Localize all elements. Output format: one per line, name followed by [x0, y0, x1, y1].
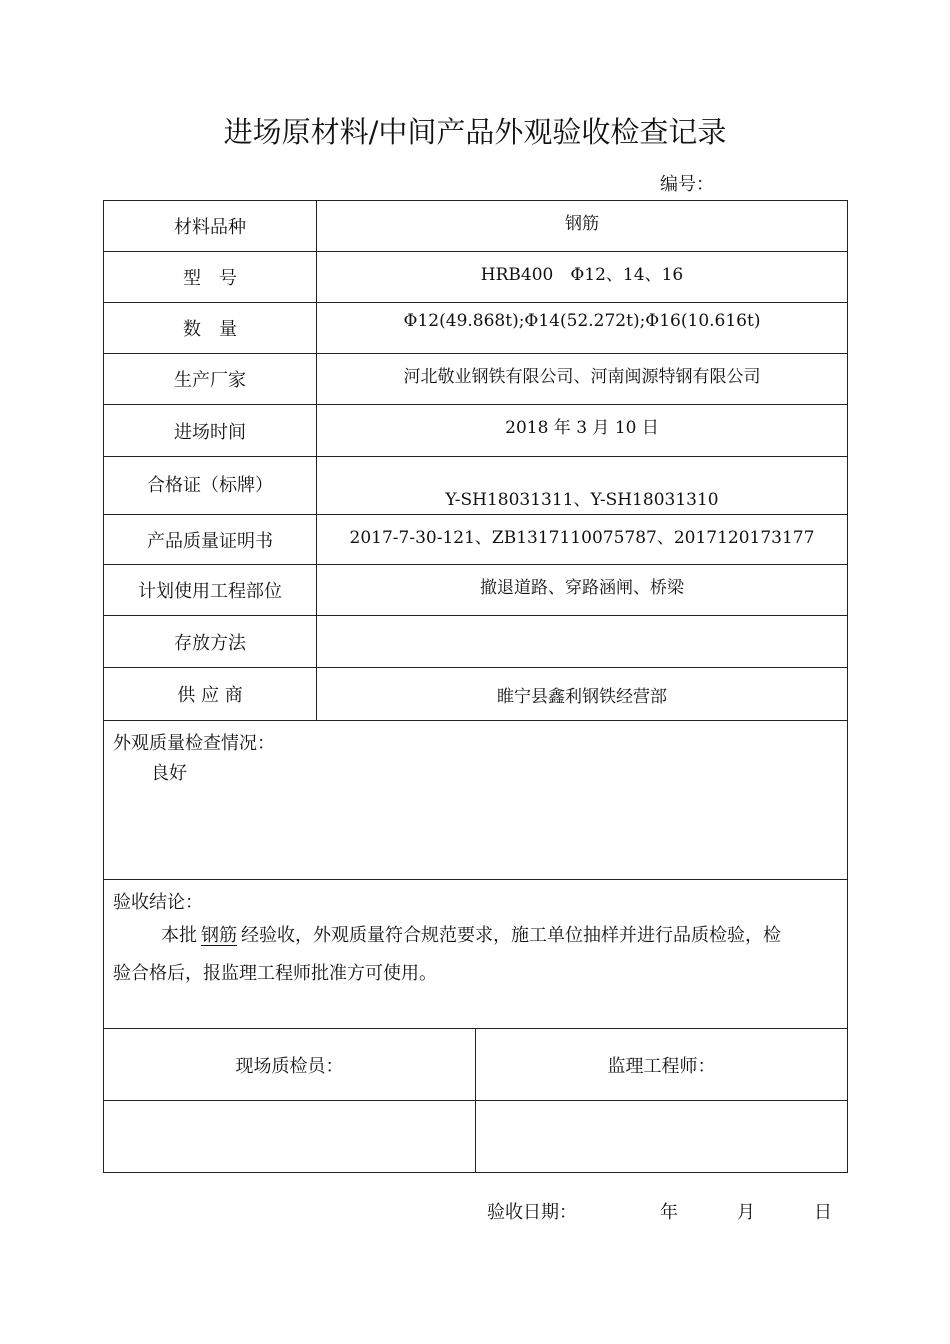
- row-value: Φ12(49.868t);Φ14(52.272t);Φ16(10.616t): [403, 311, 761, 331]
- serial-number-label: 编号：: [660, 174, 714, 195]
- row-quality-certificate: [104, 515, 847, 565]
- supervisor-signature-field[interactable]: [476, 1101, 847, 1173]
- row-value: HRB400 Φ12、14、16: [480, 265, 684, 285]
- row-value: 2018 年 3 月 10 日: [505, 418, 659, 438]
- row-label: 数 量: [104, 303, 317, 353]
- row-quantity: [104, 303, 847, 354]
- signature-label-row: [104, 1029, 847, 1101]
- conclusion-label: 验收结论：: [113, 892, 203, 913]
- conclusion-rest: 经验收，外观质量符合规范要求，施工单位抽样并进行品质检验，检: [241, 925, 781, 946]
- date-month-label: 月: [737, 1202, 755, 1223]
- inspector-label: 现场质检员：: [104, 1029, 476, 1100]
- row-value: 2017-7-30-121、ZB1317110075787、2017120173177: [349, 528, 815, 548]
- signature-field-row: [104, 1101, 847, 1173]
- row-label: 进场时间: [104, 405, 317, 456]
- row-value: 河北敬业钢铁有限公司、河南闽源特钢有限公司: [403, 367, 761, 387]
- conclusion-material: 钢筋: [201, 925, 237, 946]
- date-year-label: 年: [660, 1202, 678, 1223]
- appearance-label: 外观质量检查情况：: [113, 733, 275, 754]
- row-storage-method: [104, 616, 847, 668]
- conclusion-text-line1: [113, 922, 840, 950]
- row-usage-location: [104, 565, 847, 616]
- inspector-signature-field[interactable]: [104, 1101, 476, 1173]
- conclusion-prefix: 本批: [161, 925, 197, 946]
- date-day-label: 日: [814, 1202, 832, 1223]
- supervisor-label: 监理工程师：: [607, 1055, 716, 1077]
- row-entry-time: [104, 405, 847, 457]
- row-value: Y-SH18031311、Y-SH18031310: [445, 490, 719, 510]
- row-value: 撤退道路、穿路涵闸、桥梁: [480, 578, 684, 598]
- row-material-type: [104, 201, 847, 252]
- inspection-form: [103, 200, 848, 1173]
- row-label: 存放方法: [104, 616, 317, 667]
- row-label: 产品质量证明书: [104, 515, 317, 564]
- document-title: 进场原材料/中间产品外观验收检查记录: [223, 115, 727, 149]
- row-label: 合格证（标牌）: [104, 457, 317, 514]
- row-label: 供 应 商: [104, 668, 317, 720]
- appearance-section: [104, 721, 847, 880]
- row-label: 计划使用工程部位: [104, 565, 317, 615]
- row-model: [104, 252, 847, 303]
- conclusion-text-line2: 验合格后，报监理工程师批准方可使用。: [113, 963, 437, 984]
- row-label: 生产厂家: [104, 354, 317, 404]
- acceptance-date-label: 验收日期：: [487, 1202, 577, 1223]
- row-certificate: [104, 457, 847, 515]
- row-label: 型 号: [104, 252, 317, 302]
- row-value: 睢宁县鑫利钢铁经营部: [497, 686, 667, 707]
- row-supplier: [104, 668, 847, 721]
- appearance-result: 良好: [151, 763, 187, 784]
- row-value: [317, 616, 847, 667]
- row-manufacturer: [104, 354, 847, 405]
- row-label: 材料品种: [104, 201, 317, 251]
- row-value: 钢筋: [565, 214, 599, 234]
- conclusion-section: [104, 880, 847, 1029]
